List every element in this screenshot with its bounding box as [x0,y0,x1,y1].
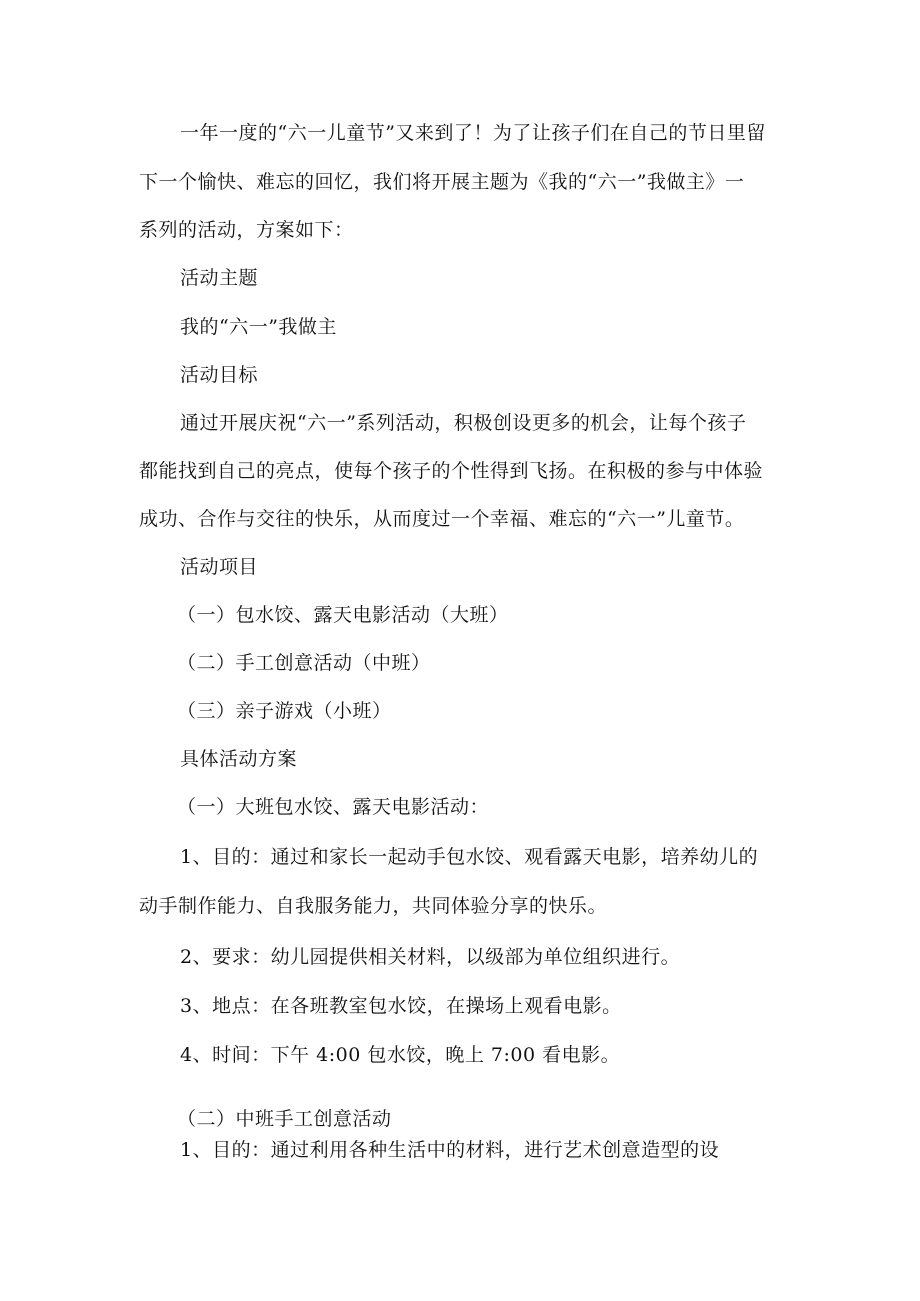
project-item-1: （一）包水饺、露天电影活动（大班） [177,604,509,626]
section-1-item-1-line-2: 动手制作能力、自我服务能力，共同体验分享的快乐。 [139,895,608,917]
theme-heading: 活动主题 [180,267,259,289]
section-2-item-1-line-1: 1、目的：通过利用各种生活中的材料，进行艺术创意造型的设 [180,1139,720,1161]
project-item-2: （二）手工创意活动（中班） [177,652,431,674]
goal-heading: 活动目标 [180,364,259,386]
goal-line-3: 成功、合作与交往的快乐，从而度过一个幸福、难忘的“六一”儿童节。 [139,508,745,530]
theme-value: 我的“六一”我做主 [180,316,337,338]
intro-line-1: 一年一度的“六一儿童节”又来到了！为了让孩子们在自己的节日里留 [180,122,766,144]
section-1-item-4: 4、时间：下午 4:00 包水饺，晚上 7:00 看电影。 [180,1044,621,1066]
projects-heading: 活动项目 [180,556,259,578]
section-1-title: （一）大班包水饺、露天电影活动： [177,796,490,818]
intro-line-2: 下一个愉快、难忘的回忆，我们将开展主题为《我的“六一”我做主》一 [139,171,745,193]
goal-line-1: 通过开展庆祝“六一”系列活动，积极创设更多的机会，让每个孩子 [180,412,747,434]
section-1-item-1-line-1: 1、目的：通过和家长一起动手包水饺、观看露天电影，培养幼儿的 [180,846,759,868]
goal-line-2: 都能找到自己的亮点，使每个孩子的个性得到飞扬。在积极的参与中体验 [139,460,764,482]
project-item-3: （三）亲子游戏（小班） [177,700,392,722]
section-2-title: （二）中班手工创意活动 [177,1108,392,1130]
plan-heading: 具体活动方案 [180,748,298,770]
intro-line-3: 系列的活动，方案如下： [139,219,354,241]
section-1-item-2: 2、要求：幼儿园提供相关材料，以级部为单位组织进行。 [180,946,681,968]
section-1-item-3: 3、地点：在各班教室包水饺，在操场上观看电影。 [180,995,622,1017]
